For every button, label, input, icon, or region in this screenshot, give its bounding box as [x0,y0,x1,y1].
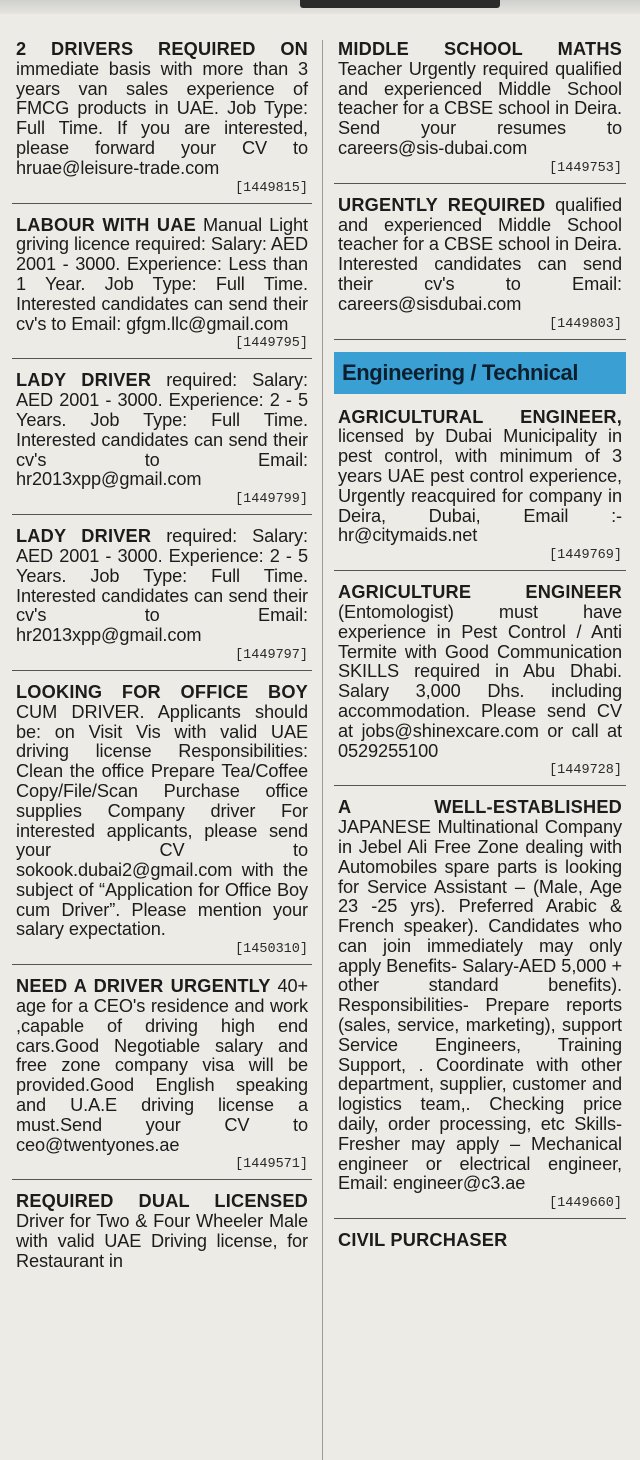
ad-heading: LADY DRIVER [16,526,152,547]
ad-reference: [1449571] [235,1157,308,1173]
classified-ad [12,371,312,515]
ad-body: CUM DRIVER. Applicants should be: on Visit Vis with valid UAE driving license Responsibilities: Clean the office Prepare Tea/Coffee Copy/File/Scan Purchase office supplies Company driver For interested applicants, please send your CV to sokook.dubai2@gmail.com with the subject of “Application for Office Boy cum Driver”. Please mention your salary expectation. [16,701,308,940]
classified-ad [334,1231,626,1257]
classified-ad [334,408,626,572]
classified-ad [12,977,312,1180]
ad-body: Manual Light griving licence required: Salary: AED 2001 - 3000. Experience: Less than 1 Year. Job Type: Full Time. Interested candidates can send their cv's to Email: gfgm.llc@gmail.com [16,214,309,334]
ad-reference: [1449728] [549,763,622,779]
ad-body: immediate basis with more than 3 years van sales experience of FMCG products in UAE. Job Type: Full Time. If you are interested, please forward your CV to hruae@leisure-trade.com [16,58,308,178]
ad-reference: [1449753] [549,160,622,176]
classified-ad [12,683,312,965]
classified-ad [12,40,312,204]
ad-body: (Entomologist) must have experience in Pest Control / Anti Termite with Good Communication SKILLS required in Abu Dhabi. Salary 3,000 Dhs. including accommodation. Please send CV at jobs@shinexcare.com or call at 0529255100 [338,601,622,761]
classified-ad [334,583,626,786]
ad-heading: MIDDLE SCHOOL MATHS [338,40,622,59]
right-column [334,40,626,1460]
ad-body: JAPANESE Multinational Company in Jebel Ali Free Zone dealing with Automobiles spare parts is looking for Service Assistant – (Male, Age 23 -25 yrs). Preferred Arabic & French speaker). Candidates who can join immediately may only apply Benefits- Salary-AED 5,000 + other standard benefits). Responsibilities- Prepare reports (sales, service, marketing), support Service Engineers, Training Support, . Coordinate with other department, supplier, customer and logistics team,. Checking price daily, order processing, etc Skills- Fresher may apply – Mechanical engineer or electrical engineer, Email: engineer@c3.ae [338,817,622,1194]
left-column [12,40,312,1460]
classified-ad [12,1192,312,1277]
ad-body: required: Salary: AED 2001 - 3000. Experience: 2 - 5 Years. Job Type: Full Time. Interested candidates can send their cv's to Email: hr2013xpp@gmail.com [16,526,308,646]
ad-heading: AGRICULTURAL ENGINEER, [338,406,622,427]
ad-heading: URGENTLY REQUIRED [338,194,546,215]
ad-body: Driver for Two & Four Wheeler Male with valid UAE Driving license, for Restaurant in [16,1211,308,1271]
ad-heading: LADY DRIVER [16,370,152,391]
ad-heading: CIVIL PURCHASER [338,1230,508,1251]
page-top-margin [0,0,640,14]
ad-heading: AGRICULTURE ENGINEER [338,582,622,603]
classified-ad [12,216,312,360]
ad-body: qualified and experienced Middle School teacher for a CBSE school in Deira. Interested candidates can send their cv's to Email: careers@sisdubai.com [338,194,623,314]
ad-reference: [1449803] [549,316,622,332]
column-divider [322,40,323,1460]
section-title: Engineering / Technical [334,352,626,394]
ad-heading: LABOUR WITH UAE [16,214,196,235]
ad-body: required: Salary: AED 2001 - 3000. Experience: 2 - 5 Years. Job Type: Full Time. Interested candidates can send their cv's to Email: hr2013xpp@gmail.com [16,370,308,490]
classified-ad [334,196,626,340]
ad-heading: 2 DRIVERS REQUIRED ON [16,40,308,59]
classified-ad [334,40,626,184]
ad-body: 40+ age for a CEO's residence and work ,capable of driving high end cars.Good Negotiable salary and free zone company visa will be provided.Good English speaking and U.A.E driving license a must.Send your CV to ceo@twentyones.ae [16,976,309,1155]
ad-reference: [1449660] [549,1196,622,1212]
ad-reference: [1450310] [235,942,308,958]
ad-reference: [1449797] [235,647,308,663]
ad-heading: NEED A DRIVER URGENTLY [16,976,271,997]
ad-heading: REQUIRED DUAL LICENSED [16,1191,308,1212]
classified-ad [12,527,312,671]
ad-reference: [1449769] [549,548,622,564]
ad-reference: [1449815] [235,180,308,196]
classified-ad [334,798,626,1219]
header-fragment [300,0,500,8]
ad-reference: [1449799] [235,492,308,508]
ad-body: Teacher Urgently required qualified and experienced Middle School teacher for a CBSE school in Deira. Send your resumes to careers@sis-dubai.com [338,58,622,158]
ad-heading: A WELL-ESTABLISHED [338,797,622,818]
ad-reference: [1449795] [235,336,308,352]
ad-body: licensed by Dubai Municipality in pest control, with minimum of 3 years UAE pest control experience, Urgently reacquired for company in Deira, Dubai, Email :- hr@citymaids.net [338,426,622,546]
ad-heading: LOOKING FOR OFFICE BOY [16,681,308,702]
